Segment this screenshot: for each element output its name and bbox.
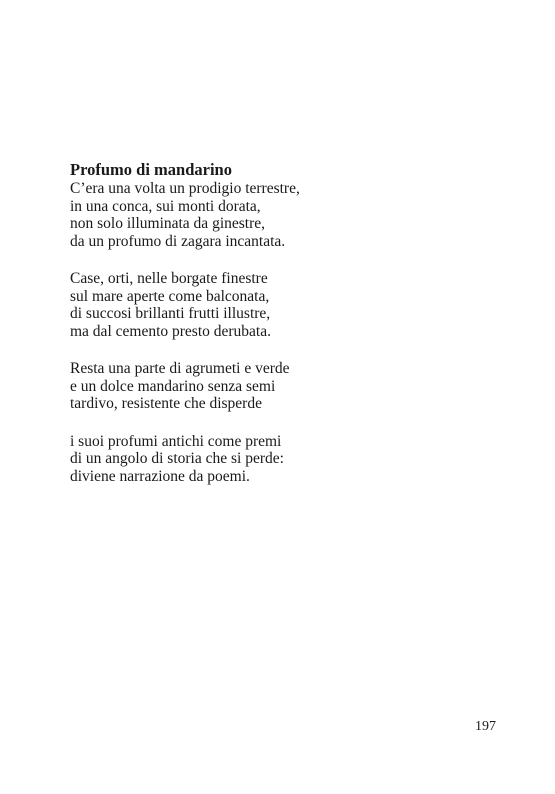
poem-line: diviene narrazione da poemi. [70,467,250,485]
poem-line: Case, orti, nelle borgate finestre [70,270,268,287]
poem [70,160,510,505]
poem-line: ma dal cemento presto derubata. [70,322,271,340]
stanza-3 [70,360,510,413]
stanza-4 [70,433,510,486]
poem-line: i suoi profumi antichi come premi [70,432,282,450]
poem-line: sul mare aperte come balconata, [70,287,270,305]
poem-line: di succosi brillanti frutti illustre, [70,305,271,322]
poem-line: e un dolce mandarino senza semi [70,377,276,395]
poem-line: Resta una parte di agrumeti e verde [70,360,290,377]
poem-line: da un profumo di zagara incantata. [70,232,286,250]
poem-line: non solo illuminata da ginestre, [70,215,266,232]
page-number: 197 [475,719,496,734]
poem-title: Profumo di mandarino [70,160,232,179]
poem-line: di un angolo di storia che si perde: [70,450,284,467]
poem-line: C’era una volta un prodigio terrestre, [70,180,300,197]
poem-line: tardivo, resistente che disperde [70,395,262,412]
poem-line: in una conca, sui monti dorata, [70,197,261,215]
stanza-2 [70,270,510,340]
stanza-1 [70,180,510,250]
